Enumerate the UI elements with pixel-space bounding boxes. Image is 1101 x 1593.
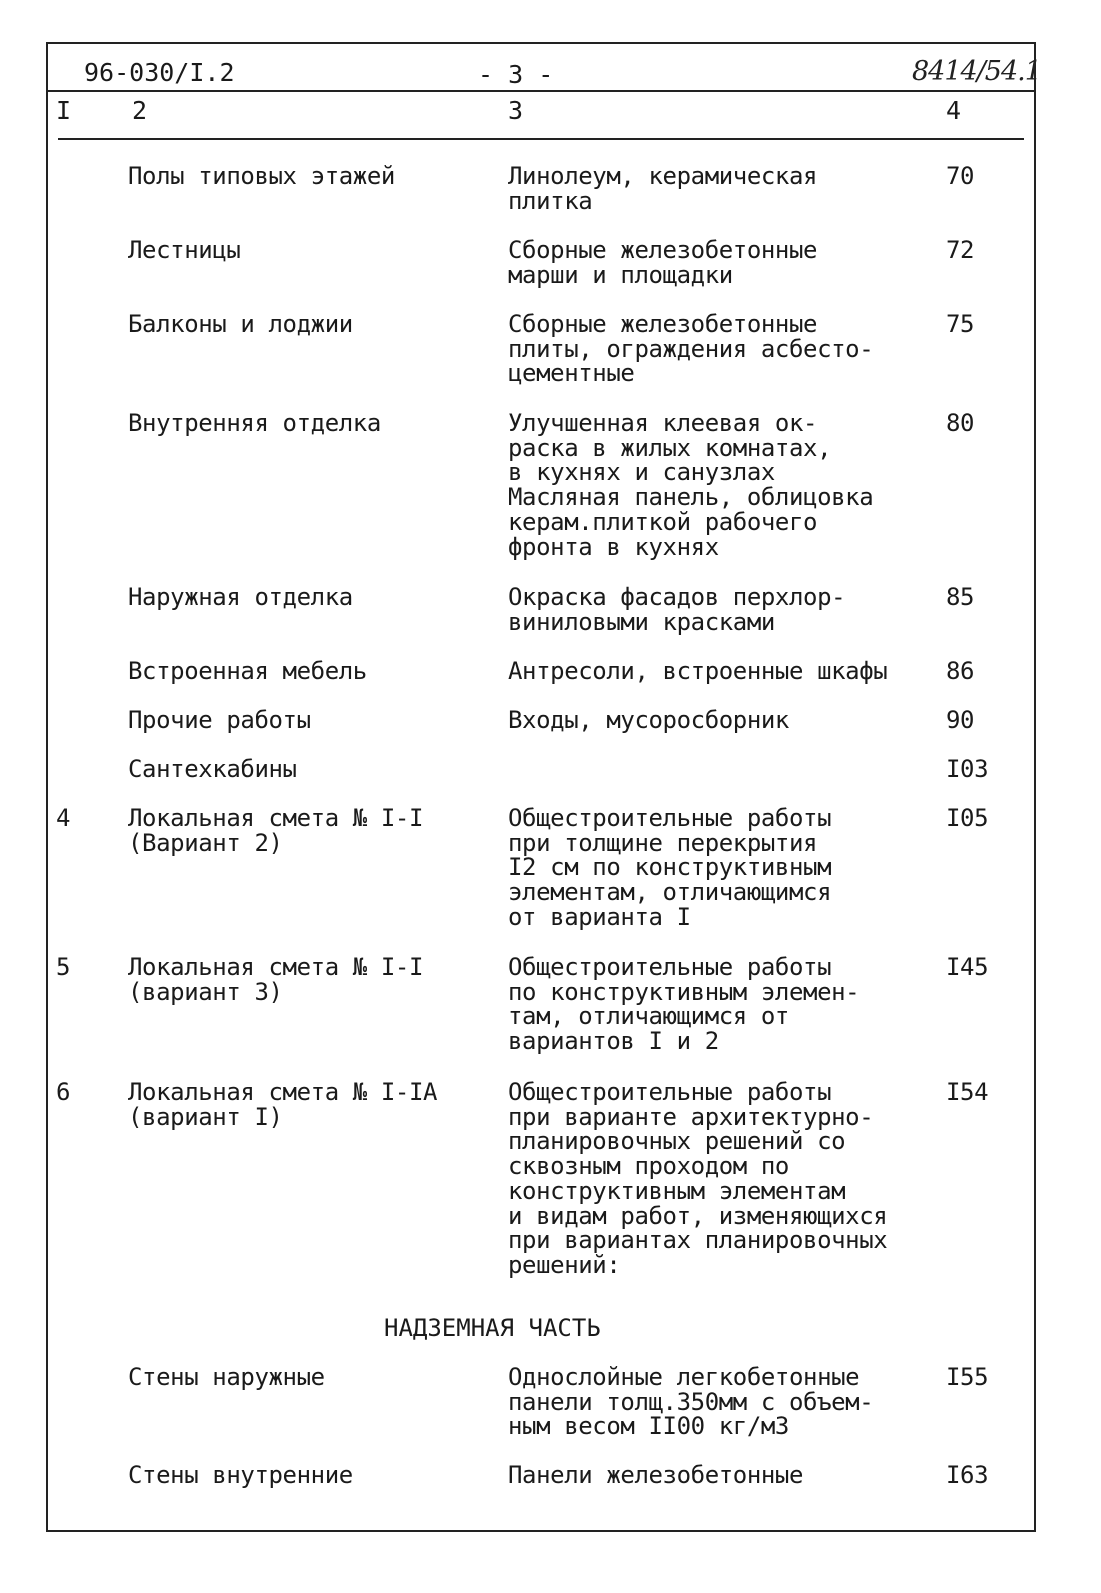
row-page: I55 <box>946 1363 989 1391</box>
row-description: Входы, мусоросборник <box>508 706 789 734</box>
row-name: Полы типовых этажей <box>128 162 395 190</box>
row-page: I54 <box>946 1078 989 1106</box>
page-number: - 3 - <box>478 60 554 89</box>
row-name: Локальная смета № I-IA (вариант I) <box>128 1078 438 1131</box>
row-name: Локальная смета № I-I (вариант 3) <box>128 953 424 1006</box>
row-page: 72 <box>946 236 975 264</box>
handwritten-reference: 8414/54.1 <box>912 56 1041 87</box>
row-name: Балконы и лоджии <box>128 310 353 338</box>
row-description: Общестроительные работы по конструктивным элемен- там, отличающимся от вариантов I и 2 <box>508 953 860 1056</box>
row-description: Сборные железобетонные плиты, ограждения асбесто- цементные <box>508 310 874 388</box>
header-divider <box>46 90 1036 92</box>
row-name: Локальная смета № I-I (Вариант 2) <box>128 804 424 857</box>
row-page: 86 <box>946 657 975 685</box>
row-page: 70 <box>946 162 975 190</box>
row-description: Общестроительные работы при толщине перекрытия I2 см по конструктивным элементам, отличающимся от варианта I <box>508 804 832 931</box>
row-page: 75 <box>946 310 975 338</box>
row-page: I05 <box>946 804 989 832</box>
row-name: Наружная отделка <box>128 583 353 611</box>
document-code: 96-030/I.2 <box>84 58 235 87</box>
row-name: Прочие работы <box>128 706 311 734</box>
row-description: Однослойные легкобетонные панели толщ.350мм с объем- ным весом II00 кг/м3 <box>508 1363 874 1441</box>
row-page: I63 <box>946 1461 989 1489</box>
column-header-divider <box>58 138 1024 140</box>
row-page: 85 <box>946 583 975 611</box>
row-name: Внутренняя отделка <box>128 409 381 437</box>
row-number: 6 <box>56 1078 71 1106</box>
row-name: Лестницы <box>128 236 241 264</box>
row-page: I03 <box>946 755 989 783</box>
column-number-2: 2 <box>132 96 148 125</box>
row-name: Сантехкабины <box>128 755 297 783</box>
column-number-1: I <box>56 96 72 125</box>
row-description: Улучшенная клеевая ок- раска в жилых комнатах, в кухнях и санузлах Масляная панель, облицовка керам.плиткой рабочего фронта в кухнях <box>508 409 874 561</box>
row-description: Окраска фасадов перхлор- виниловыми красками <box>508 583 846 636</box>
row-number: 4 <box>56 804 71 832</box>
row-description: Сборные железобетонные марши и площадки <box>508 236 818 289</box>
row-name: Стены наружные <box>128 1363 325 1391</box>
row-name: Встроенная мебель <box>128 657 367 685</box>
column-number-4: 4 <box>946 96 962 125</box>
row-description: Линолеум, керамическая плитка <box>508 162 818 215</box>
row-name: Стены внутренние <box>128 1461 353 1489</box>
column-number-3: 3 <box>508 96 524 125</box>
row-page: 80 <box>946 409 975 437</box>
row-description: Панели железобетонные <box>508 1461 804 1489</box>
row-page: I45 <box>946 953 989 981</box>
row-number: 5 <box>56 953 71 981</box>
row-description: Общестроительные работы при варианте архитектурно- планировочных решений со сквозным проходом по конструктивным элементам и видам работ, изменяющихся при вариантах планировочных решений: <box>508 1078 888 1279</box>
row-page: 90 <box>946 706 975 734</box>
row-description: Антресоли, встроенные шкафы <box>508 657 888 685</box>
section-title: НАДЗЕМНАЯ ЧАСТЬ <box>384 1314 601 1342</box>
